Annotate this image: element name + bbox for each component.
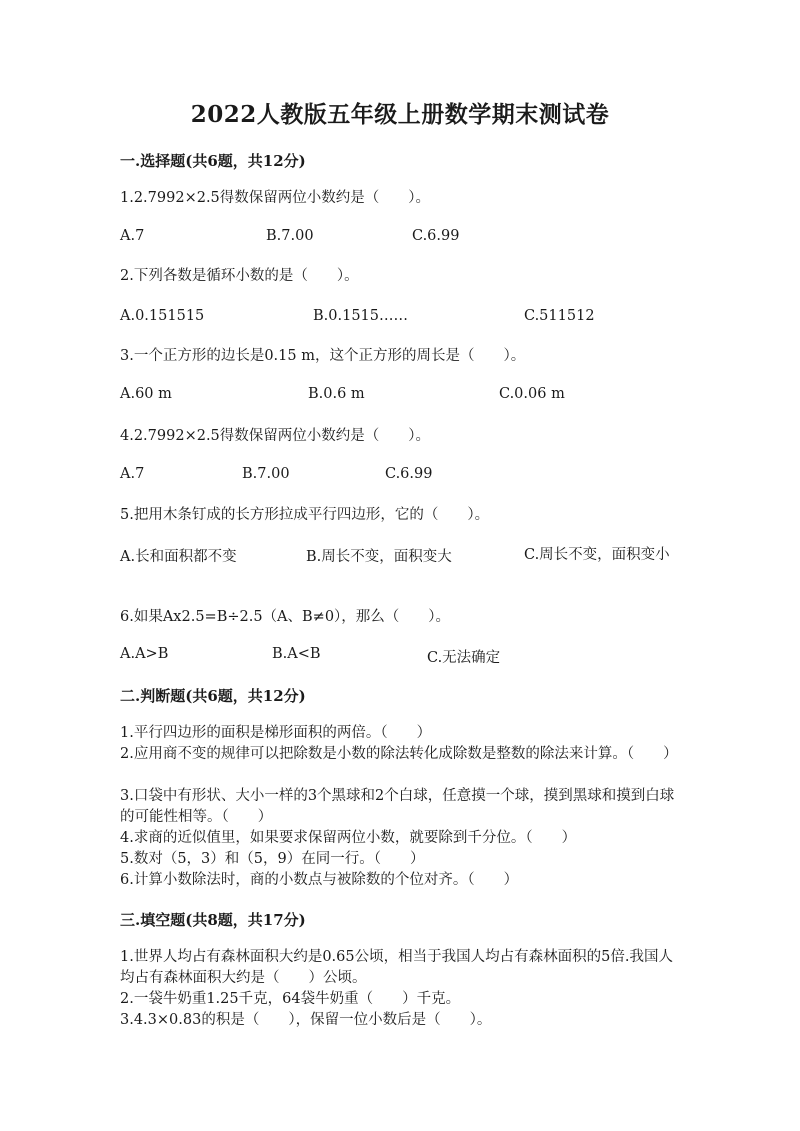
fill-item: 3.4.3×0.83的积是（ ），保留一位小数后是（ ）。 [120,1012,492,1028]
question-stem: 4.2.7992×2.5得数保留两位小数约是（ ）。 [120,428,431,444]
judge-item: 6.计算小数除法时，商的小数点与被除数的个位对齐。（ ） [120,872,519,888]
option-a: A.7 [120,228,145,244]
option-a: A.0.151515 [120,308,205,324]
option-c: C.无法确定 [427,650,501,666]
option-a: A.60 m [120,386,172,402]
judge-item: 5.数对（5，3）和（5，9）在同一行。（ ） [120,851,425,867]
question-stem: 6.如果Ax2.5=B÷2.5（A、B≠0），那么（ ）。 [120,609,451,625]
option-a: A.7 [120,466,145,482]
judge-item: 3.口袋中有形状、大小一样的3个黑球和2个白球，任意摸一个球，摸到黑球和摸到白球的可能性相等。（ ） [120,788,675,825]
question-stem: 3.一个正方形的边长是0.15 m，这个正方形的周长是（ ）。 [120,348,526,364]
question-stem: 2.下列各数是循环小数的是（ ）。 [120,268,359,284]
section-heading-choice: 一.选择题(共6题，共12分) [120,152,306,170]
option-c: C.6.99 [385,466,433,482]
option-b: B.0.1515…… [313,308,409,324]
option-c: C.0.06 m [499,386,565,402]
option-b: B.7.00 [242,466,290,482]
section-heading-fill: 三.填空题(共8题，共17分) [120,911,306,929]
page-title: 2022人教版五年级上册数学期末测试卷 [190,101,610,128]
fill-item: 2.一袋牛奶重1.25千克，64袋牛奶重（ ）千克。 [120,991,461,1007]
judge-item: 2.应用商不变的规律可以把除数是小数的除法转化成除数是整数的除法来计算。（ ） [120,746,678,762]
judge-item: 4.求商的近似值里，如果要求保留两位小数，就要除到千分位。（ ） [120,830,577,846]
option-c: C.周长不变，面积变小 [524,547,670,563]
option-b: B.0.6 m [308,386,365,402]
question-stem: 1.2.7992×2.5得数保留两位小数约是（ ）。 [120,190,431,206]
option-c: C.511512 [524,308,595,324]
option-a: A.A>B [120,646,169,662]
option-b: B.周长不变，面积变大 [306,549,452,565]
question-stem: 5.把用木条钉成的长方形拉成平行四边形，它的（ ）。 [120,507,490,523]
option-a: A.长和面积都不变 [120,549,237,565]
section-heading-judge: 二.判断题(共6题，共12分) [120,687,306,705]
fill-item: 1.世界人均占有森林面积大约是0.65公顷，相当于我国人均占有森林面积的5倍.我国人均占有森林面积大约是（ ）公顷。 [120,949,673,986]
option-b: B.A<B [272,646,321,662]
option-c: C.6.99 [412,228,460,244]
judge-item: 1.平行四边形的面积是梯形面积的两倍。（ ） [120,725,432,741]
option-b: B.7.00 [266,228,314,244]
